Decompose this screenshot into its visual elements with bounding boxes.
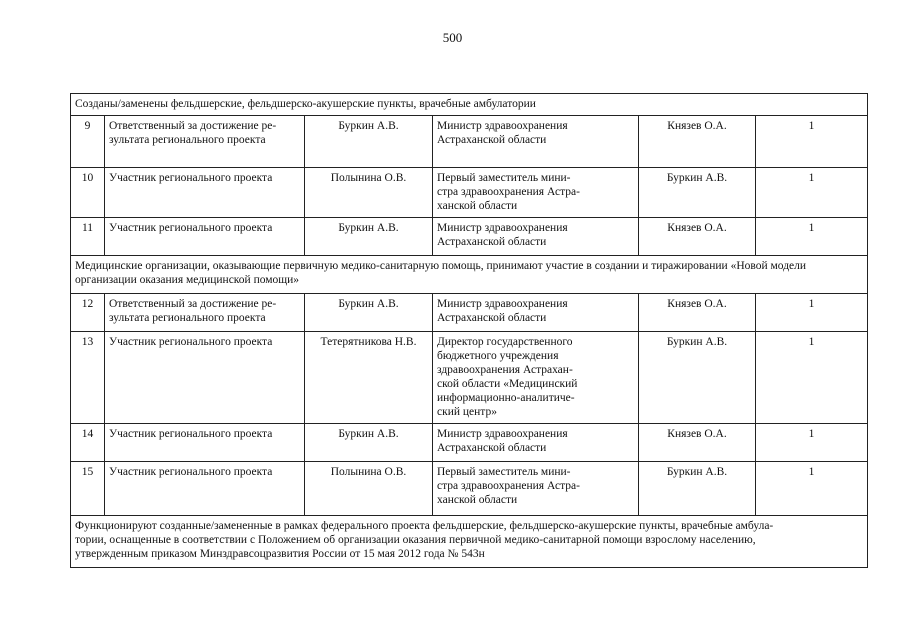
row-number: 12	[71, 294, 105, 332]
row-fio: Полынина О.В.	[305, 462, 433, 516]
row-employment: 1	[756, 116, 868, 168]
row-supervisor: Буркин А.В.	[639, 168, 756, 218]
row-role: Участник регионального проекта	[105, 424, 305, 462]
row-employment: 1	[756, 168, 868, 218]
row-fio: Тетерятникова Н.В.	[305, 332, 433, 424]
row-role: Участник регионального проекта	[105, 332, 305, 424]
row-employment: 1	[756, 424, 868, 462]
table-row	[71, 168, 868, 218]
row-number: 14	[71, 424, 105, 462]
row-position: Первый заместитель мини- стра здравоохранения Астра- ханской области	[433, 462, 639, 516]
table-row	[71, 294, 868, 332]
row-employment: 1	[756, 218, 868, 256]
row-employment: 1	[756, 462, 868, 516]
row-employment: 1	[756, 294, 868, 332]
row-employment: 1	[756, 332, 868, 424]
row-supervisor: Князев О.А.	[639, 294, 756, 332]
row-supervisor: Буркин А.В.	[639, 332, 756, 424]
row-fio: Буркин А.В.	[305, 424, 433, 462]
row-position: Первый заместитель мини- стра здравоохранения Астра- ханской области	[433, 168, 639, 218]
table-row	[71, 332, 868, 424]
row-fio: Буркин А.В.	[305, 294, 433, 332]
row-supervisor: Князев О.А.	[639, 424, 756, 462]
section-title: Созданы/заменены фельдшерские, фельдшерско-акушерские пункты, врачебные амбулатории	[71, 94, 868, 116]
row-fio: Буркин А.В.	[305, 116, 433, 168]
row-number: 11	[71, 218, 105, 256]
section-title: Медицинские организации, оказывающие первичную медико-санитарную помощь, принимают участие в создании и тиражировании «Новой модели организации оказания медицинской помощи»	[71, 256, 868, 294]
row-position: Министр здравоохранения Астраханской области	[433, 424, 639, 462]
row-number: 9	[71, 116, 105, 168]
table-row	[71, 462, 868, 516]
section-row	[71, 256, 868, 294]
table-row	[71, 218, 868, 256]
section-row	[71, 516, 868, 568]
section-title: Функционируют созданные/замененные в рамках федерального проекта фельдшерские, фельдшерско-акушерские пункты, врачебные амбула- тории, оснащенные в соответствии с Положением об организации оказания первичной медико-санитарной помощи взрослому населению, утвержденным приказом Минздравсоцразвития России от 15 мая 2012 года № 543н	[71, 516, 868, 568]
table-row	[71, 424, 868, 462]
row-position: Министр здравоохранения Астраханской области	[433, 218, 639, 256]
section-row	[71, 94, 868, 116]
row-supervisor: Буркин А.В.	[639, 462, 756, 516]
row-fio: Полынина О.В.	[305, 168, 433, 218]
row-role: Ответственный за достижение ре- зультата регионального проекта	[105, 116, 305, 168]
row-position: Министр здравоохранения Астраханской области	[433, 294, 639, 332]
participants-table	[70, 93, 868, 568]
row-number: 15	[71, 462, 105, 516]
table-row	[71, 116, 868, 168]
row-position: Директор государственного бюджетного учреждения здравоохранения Астрахан- ской области «Медицинский информационно-аналитиче- ский центр»	[433, 332, 639, 424]
row-fio: Буркин А.В.	[305, 218, 433, 256]
row-position: Министр здравоохранения Астраханской области	[433, 116, 639, 168]
row-role: Участник регионального проекта	[105, 462, 305, 516]
row-number: 10	[71, 168, 105, 218]
row-role: Участник регионального проекта	[105, 168, 305, 218]
page-number: 500	[442, 30, 463, 45]
row-supervisor: Князев О.А.	[639, 218, 756, 256]
row-role: Ответственный за достижение ре- зультата регионального проекта	[105, 294, 305, 332]
row-number: 13	[71, 332, 105, 424]
row-supervisor: Князев О.А.	[639, 116, 756, 168]
row-role: Участник регионального проекта	[105, 218, 305, 256]
